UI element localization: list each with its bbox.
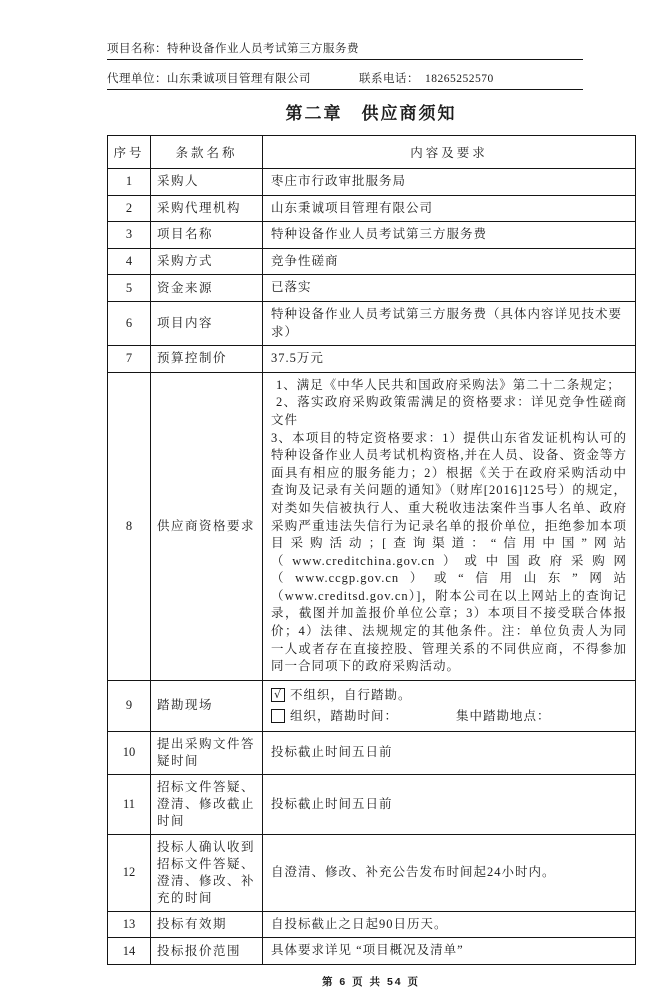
content-cell: 投标截止时间五日前: [263, 774, 636, 834]
content-cell: 枣庄市行政审批服务局: [263, 169, 636, 196]
content-cell: 特种设备作业人员考试第三方服务费: [263, 222, 636, 249]
phone-group: [359, 70, 494, 86]
chapter-title: 第二章 供应商须知: [285, 104, 457, 123]
clause-name-cell: 提出采购文件答疑时间: [151, 731, 263, 774]
table-row: [108, 911, 636, 938]
row-number-cell: 3: [108, 222, 151, 249]
content-cell: 具体要求详见 “项目概况及清单”: [263, 938, 636, 965]
header-cell-content: 内容及要求: [263, 136, 636, 169]
table-row: [108, 680, 636, 731]
header-cell-no: 序号: [108, 136, 151, 169]
page-number: 第 6 页 共 54 页: [321, 976, 421, 989]
content-cell: 竞争性磋商: [263, 248, 636, 275]
content-cell: [263, 680, 636, 731]
table-row: [108, 222, 636, 249]
row-number-cell: 4: [108, 248, 151, 275]
supplier-notice-table: [107, 135, 636, 965]
table-row: [108, 774, 636, 834]
content-cell: 特种设备作业人员考试第三方服务费（具体内容详见技术要求）: [263, 301, 636, 345]
row-number-cell: 7: [108, 346, 151, 373]
row-number-cell: 6: [108, 301, 151, 345]
survey-option-checked-label: 不组织，自行踏勘。: [290, 687, 412, 702]
row-number-cell: 11: [108, 774, 151, 834]
content-cell: 投标截止时间五日前: [263, 731, 636, 774]
agency-text: 代理单位：山东秉诚项目管理有限公司: [107, 73, 311, 85]
table-row: [108, 731, 636, 774]
content-cell: [263, 372, 636, 680]
clause-name-cell: 投标人确认收到招标文件答疑、澄清、修改、补充的时间: [151, 834, 263, 911]
table-row: [108, 372, 636, 680]
row-number-cell: 12: [108, 834, 151, 911]
clause-name-cell: 采购方式: [151, 248, 263, 275]
table-row: [108, 301, 636, 345]
survey-option-checked: [271, 685, 627, 706]
table-body: [108, 169, 636, 965]
row-number-cell: 9: [108, 680, 151, 731]
survey-site-label: 集中踏勘地点：: [456, 708, 551, 723]
clause-name-cell: 采购人: [151, 169, 263, 196]
table-row: [108, 346, 636, 373]
content-cell: 自投标截止之日起90日历天。: [263, 911, 636, 938]
clause-name-cell: 资金来源: [151, 275, 263, 302]
survey-option-unchecked: [271, 706, 627, 727]
phone-number: 18265252570: [425, 73, 494, 85]
header-cell-clause: 条款名称: [151, 136, 263, 169]
row-number-cell: 13: [108, 911, 151, 938]
clause-name-cell: 投标有效期: [151, 911, 263, 938]
row-number-cell: 8: [108, 372, 151, 680]
table-row: [108, 195, 636, 222]
checkbox-empty-icon: [271, 709, 285, 723]
checkbox-checked-icon: √: [271, 688, 285, 702]
clause-name-cell: 采购代理机构: [151, 195, 263, 222]
table-row: [108, 834, 636, 911]
clause-name-cell: 供应商资格要求: [151, 372, 263, 680]
row-number-cell: 5: [108, 275, 151, 302]
clause-name-cell: 招标文件答疑、澄清、修改截止时间: [151, 774, 263, 834]
table-row: [108, 248, 636, 275]
clause-name-cell: 项目名称: [151, 222, 263, 249]
content-paragraph: 1、满足《中华人民共和国政府采购法》第二十二条规定；: [276, 377, 621, 392]
table-row: [108, 938, 636, 965]
content-paragraph: 3、本项目的特定资格要求：1）提供山东省发证机构认可的特种设备作业人员考试机构资格,并在人员、设备、资金等方面具有相应的服务能力；2）根据《关于在政府采购活动中查询及记录有关问题的通知》（财库[2016]125号）的规定，对类如失信被执行人、重大税收违法案件当事人名单、政府采购严重违法失信行为记录名单的报价单位，拒绝参加本项目采购活动；[查询渠道：“信用中国”网站（www.creditchina.gov.cn）或中国政府采购网（www.ccgp.gov.cn）或“信用山东”网站（www.creditsd.gov.cn）]，附本公司在以上网站上的查询记录，截图并加盖报价单位公章；3）本项目不接受联合体报价；4）法律、法规规定的其他条件。注：单位负责人为同一人或者存在直接控股、管理关系的不同供应商，不得参加同一合同项下的政府采购活动。: [271, 430, 627, 674]
row-number-cell: 1: [108, 169, 151, 196]
content-cell: 37.5万元: [263, 346, 636, 373]
page-content: [107, 40, 635, 989]
content-cell: 山东秉诚项目管理有限公司: [263, 195, 636, 222]
clause-name-cell: 项目内容: [151, 301, 263, 345]
row-number-cell: 2: [108, 195, 151, 222]
project-name-text: 项目名称：特种设备作业人员考试第三方服务费: [107, 43, 359, 55]
clause-name-cell: 投标报价范围: [151, 938, 263, 965]
row-number-cell: 10: [108, 731, 151, 774]
row-number-cell: 14: [108, 938, 151, 965]
agency-phone-line: [107, 70, 583, 90]
clause-name-cell: 踏勘现场: [151, 680, 263, 731]
table-row: [108, 275, 636, 302]
table-row: [108, 169, 636, 196]
content-cell: 已落实: [263, 275, 636, 302]
survey-option-unchecked-label: 组织，踏勘时间：: [290, 708, 399, 723]
project-name-line: [107, 40, 583, 60]
phone-label: 联系电话：: [359, 73, 419, 85]
content-cell: 自澄清、修改、补充公告发布时间起24小时内。: [263, 834, 636, 911]
content-paragraph: 2、落实政府采购政策需满足的资格要求：详见竞争性磋商文件: [271, 395, 627, 427]
clause-name-cell: 预算控制价: [151, 346, 263, 373]
table-header-row: [108, 136, 636, 169]
